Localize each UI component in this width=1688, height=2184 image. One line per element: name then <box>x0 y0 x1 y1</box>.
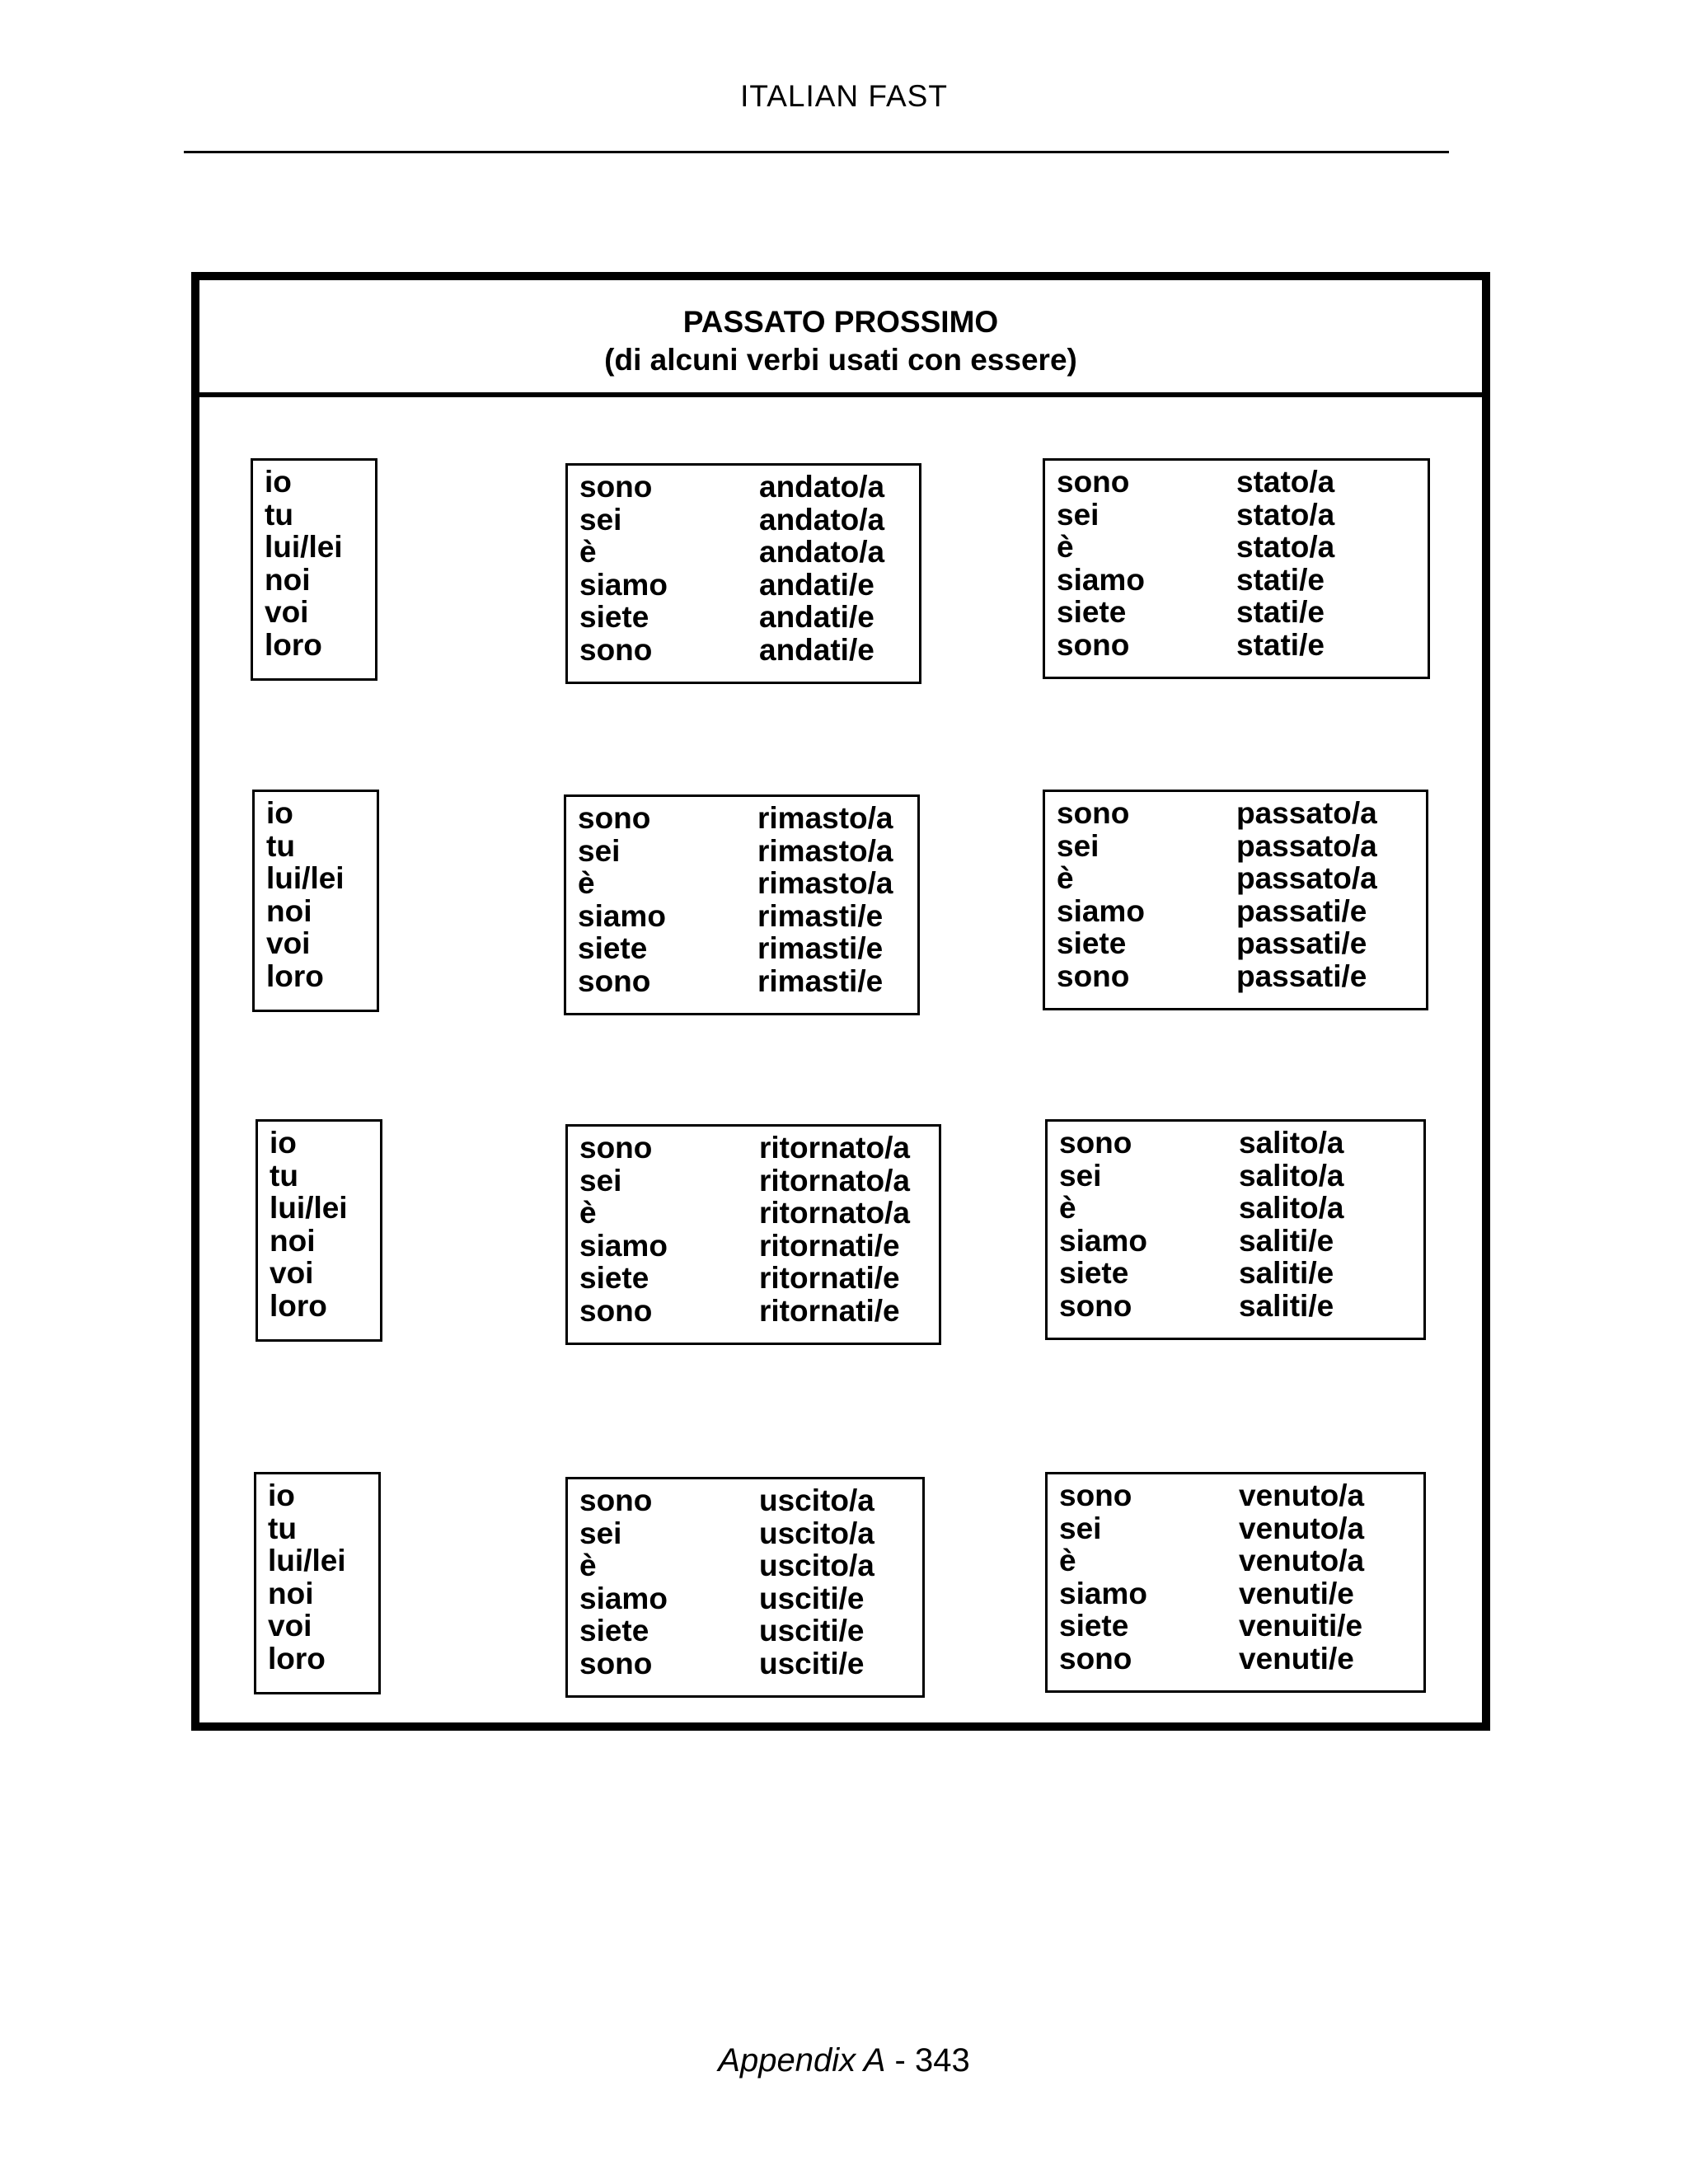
past-participle: uscito/a <box>759 1549 874 1582</box>
pronoun-box <box>251 458 377 681</box>
conjugation-row <box>578 867 917 900</box>
past-participle: ritornati/e <box>759 1293 900 1328</box>
pronoun: noi <box>268 1576 314 1610</box>
past-participle: passato/a <box>1236 861 1377 895</box>
conjugation-row <box>1057 960 1426 993</box>
pronoun: loro <box>268 1641 326 1675</box>
auxiliary-verb: sei <box>1059 1511 1102 1545</box>
past-participle: stati/e <box>1236 627 1325 662</box>
conjugation-row <box>1057 499 1428 532</box>
auxiliary-verb: sono <box>1057 796 1130 830</box>
past-participle: venuiti/e <box>1239 1609 1363 1643</box>
past-participle: venuti/e <box>1239 1641 1354 1675</box>
conjugation-row <box>1057 862 1426 895</box>
conjugation-row <box>579 504 919 537</box>
conjugation-box <box>1045 1472 1426 1693</box>
conjugation-row <box>1057 797 1426 830</box>
auxiliary-verb: siamo <box>579 1581 668 1615</box>
auxiliary-verb: siete <box>579 1261 649 1295</box>
conjugation-row <box>579 1517 922 1550</box>
pronoun: tu <box>266 828 295 863</box>
conjugation-row <box>579 536 919 569</box>
conjugation-row <box>1059 1610 1423 1643</box>
auxiliary-verb: è <box>579 1196 597 1230</box>
past-participle: venuto/a <box>1239 1511 1365 1545</box>
conjugation-row <box>1059 1192 1423 1225</box>
page-footer <box>0 2042 1688 2079</box>
conjugation-row <box>578 932 917 965</box>
auxiliary-verb: sei <box>1057 497 1100 532</box>
past-participle: andati/e <box>759 567 874 602</box>
conjugation-row <box>1059 1643 1423 1675</box>
past-participle: passato/a <box>1236 828 1377 863</box>
past-participle: andati/e <box>759 600 874 634</box>
auxiliary-verb: siamo <box>579 567 668 602</box>
auxiliary-verb: è <box>1057 861 1074 895</box>
auxiliary-verb: siete <box>1057 595 1127 629</box>
table-subtitle: (di alcuni verbi usati con essere) <box>604 343 1077 377</box>
auxiliary-verb: sei <box>579 1163 622 1197</box>
conjugation-row <box>1057 596 1428 629</box>
past-participle: stato/a <box>1236 465 1335 499</box>
auxiliary-verb: è <box>579 1549 597 1582</box>
past-participle: rimasto/a <box>757 866 893 900</box>
past-participle: andato/a <box>759 535 885 569</box>
conjugation-row <box>1057 466 1428 499</box>
past-participle: rimasti/e <box>757 931 884 965</box>
auxiliary-verb: siete <box>1059 1609 1129 1643</box>
auxiliary-verb: sono <box>579 1646 653 1680</box>
past-participle: andati/e <box>759 632 874 667</box>
conjugation-box <box>565 463 921 684</box>
conjugation-row <box>579 1549 922 1582</box>
past-participle: stato/a <box>1236 530 1335 564</box>
conjugation-row <box>1057 830 1426 863</box>
past-participle: saliti/e <box>1239 1223 1334 1258</box>
conjugation-row <box>1057 927 1426 960</box>
conjugation-row <box>1059 1544 1423 1577</box>
auxiliary-verb: sono <box>1057 627 1130 662</box>
auxiliary-verb: siamo <box>1057 562 1145 597</box>
conjugation-row <box>579 1615 922 1647</box>
conjugation-box <box>565 1477 925 1698</box>
auxiliary-verb: siete <box>1059 1256 1129 1290</box>
pronoun: lui/lei <box>265 530 343 564</box>
footer-label: Appendix A <box>718 2042 886 2079</box>
pronoun-box <box>254 1472 381 1694</box>
auxiliary-verb: sei <box>578 833 621 868</box>
past-participle: stati/e <box>1236 595 1325 629</box>
pronoun: noi <box>270 1223 316 1258</box>
auxiliary-verb: siamo <box>579 1228 668 1263</box>
past-participle: venuto/a <box>1239 1544 1365 1577</box>
auxiliary-verb: è <box>1057 530 1074 564</box>
pronoun: voi <box>265 595 309 629</box>
past-participle: salito/a <box>1239 1191 1344 1225</box>
auxiliary-verb: sono <box>1057 465 1130 499</box>
auxiliary-verb: sono <box>579 632 653 667</box>
conjugation-row <box>1057 531 1428 564</box>
conjugation-row <box>1059 1160 1423 1193</box>
conjugation-row <box>1059 1257 1423 1290</box>
conjugation-row <box>1059 1290 1423 1323</box>
pronoun: lui/lei <box>270 1191 348 1225</box>
pronoun: lui/lei <box>268 1544 346 1577</box>
auxiliary-verb: siamo <box>1057 893 1145 928</box>
auxiliary-verb: sono <box>578 963 651 998</box>
auxiliary-verb: sei <box>1057 828 1100 863</box>
conjugation-box <box>1045 1119 1426 1340</box>
past-participle: saliti/e <box>1239 1256 1334 1290</box>
auxiliary-verb: sono <box>579 1131 653 1165</box>
pronoun: io <box>266 796 293 830</box>
auxiliary-verb: sono <box>578 801 651 835</box>
conjugation-row <box>579 1197 939 1230</box>
conjugation-box <box>565 1124 941 1345</box>
auxiliary-verb: sono <box>579 470 653 504</box>
past-participle: usciti/e <box>759 1581 865 1615</box>
pronoun: lui/lei <box>266 861 345 895</box>
past-participle: passati/e <box>1236 893 1367 928</box>
footer-separator: - <box>885 2042 915 2079</box>
past-participle: rimasti/e <box>757 898 884 933</box>
past-participle: venuti/e <box>1239 1576 1354 1610</box>
past-participle: salito/a <box>1239 1126 1344 1160</box>
pronoun: tu <box>265 497 293 532</box>
table-title-block <box>199 280 1482 397</box>
past-participle: stati/e <box>1236 562 1325 597</box>
conjugation-row <box>1059 1512 1423 1545</box>
conjugation-row <box>579 634 919 667</box>
conjugation-row <box>1057 629 1428 662</box>
auxiliary-verb: siete <box>579 1614 649 1647</box>
auxiliary-verb: sono <box>1059 1126 1132 1160</box>
past-participle: rimasti/e <box>757 963 884 998</box>
conjugation-row <box>579 601 919 634</box>
past-participle: passato/a <box>1236 796 1377 830</box>
pronoun: io <box>268 1479 295 1512</box>
past-participle: rimasto/a <box>757 833 893 868</box>
pronoun: io <box>265 465 292 499</box>
conjugation-row <box>1059 1479 1423 1512</box>
pronoun: voi <box>268 1609 312 1643</box>
conjugation-box <box>564 794 920 1015</box>
pronoun: noi <box>265 562 311 597</box>
auxiliary-verb: sono <box>1059 1641 1132 1675</box>
conjugation-row <box>579 1484 922 1517</box>
auxiliary-verb: sono <box>1057 958 1130 993</box>
pronoun: loro <box>266 958 324 993</box>
auxiliary-verb: siete <box>579 600 649 634</box>
conjugation-row <box>1059 1225 1423 1258</box>
header-rule <box>184 151 1449 153</box>
pronoun: loro <box>270 1288 327 1323</box>
past-participle: usciti/e <box>759 1646 865 1680</box>
auxiliary-verb: è <box>1059 1191 1076 1225</box>
conjugation-row <box>1057 895 1426 928</box>
past-participle: saliti/e <box>1239 1288 1334 1323</box>
conjugation-row <box>578 835 917 868</box>
past-participle: ritornato/a <box>759 1196 910 1230</box>
conjugation-row <box>578 802 917 835</box>
conjugation-row <box>1057 564 1428 597</box>
pronoun: tu <box>270 1158 298 1193</box>
auxiliary-verb: sei <box>1059 1158 1102 1193</box>
auxiliary-verb: sei <box>579 502 622 537</box>
conjugation-box <box>1043 790 1428 1010</box>
auxiliary-verb: è <box>1059 1544 1076 1577</box>
conjugation-row <box>578 900 917 933</box>
past-participle: ritornato/a <box>759 1131 910 1165</box>
auxiliary-verb: sei <box>579 1516 622 1550</box>
page-number: 343 <box>914 2042 970 2079</box>
past-participle: ritornato/a <box>759 1163 910 1197</box>
pronoun-box <box>256 1119 382 1342</box>
past-participle: salito/a <box>1239 1158 1344 1193</box>
conjugation-row <box>579 1295 939 1328</box>
auxiliary-verb: siamo <box>1059 1223 1147 1258</box>
pronoun: io <box>270 1126 297 1160</box>
auxiliary-verb: è <box>579 535 597 569</box>
past-participle: stato/a <box>1236 497 1335 532</box>
conjugation-row <box>579 1582 922 1615</box>
pronoun: tu <box>268 1511 297 1545</box>
auxiliary-verb: siete <box>1057 926 1127 960</box>
running-head-title: ITALIAN FAST <box>740 79 948 113</box>
past-participle: ritornati/e <box>759 1261 900 1295</box>
past-participle: ritornati/e <box>759 1228 900 1263</box>
auxiliary-verb: siamo <box>578 898 666 933</box>
conjugation-row <box>578 965 917 998</box>
conjugation-row <box>579 569 919 602</box>
auxiliary-verb: sono <box>579 1293 653 1328</box>
auxiliary-verb: siamo <box>1059 1576 1147 1610</box>
table-title: PASSATO PROSSIMO <box>682 305 999 339</box>
conjugation-row <box>579 1165 939 1197</box>
conjugation-row <box>579 1230 939 1263</box>
conjugation-row <box>579 1132 939 1165</box>
pronoun: voi <box>270 1256 314 1290</box>
conjugation-row <box>579 1647 922 1680</box>
past-participle: uscito/a <box>759 1483 874 1517</box>
past-participle: rimasto/a <box>757 801 893 835</box>
past-participle: passati/e <box>1236 926 1367 960</box>
pronoun: voi <box>266 926 311 960</box>
conjugation-row <box>1059 1127 1423 1160</box>
pronoun: loro <box>265 627 322 662</box>
past-participle: andato/a <box>759 502 885 537</box>
past-participle: passati/e <box>1236 958 1367 993</box>
auxiliary-verb: sono <box>1059 1288 1132 1323</box>
pronoun: noi <box>266 893 312 928</box>
conjugation-row <box>579 1262 939 1295</box>
auxiliary-verb: sono <box>1059 1479 1132 1512</box>
auxiliary-verb: siete <box>578 931 648 965</box>
past-participle: andato/a <box>759 470 885 504</box>
conjugation-box <box>1043 458 1430 679</box>
auxiliary-verb: sono <box>579 1483 653 1517</box>
past-participle: usciti/e <box>759 1614 865 1647</box>
past-participle: venuto/a <box>1239 1479 1365 1512</box>
conjugation-row <box>1059 1577 1423 1610</box>
conjugation-row <box>579 471 919 504</box>
pronoun-box <box>252 790 379 1012</box>
auxiliary-verb: è <box>578 866 595 900</box>
past-participle: uscito/a <box>759 1516 874 1550</box>
